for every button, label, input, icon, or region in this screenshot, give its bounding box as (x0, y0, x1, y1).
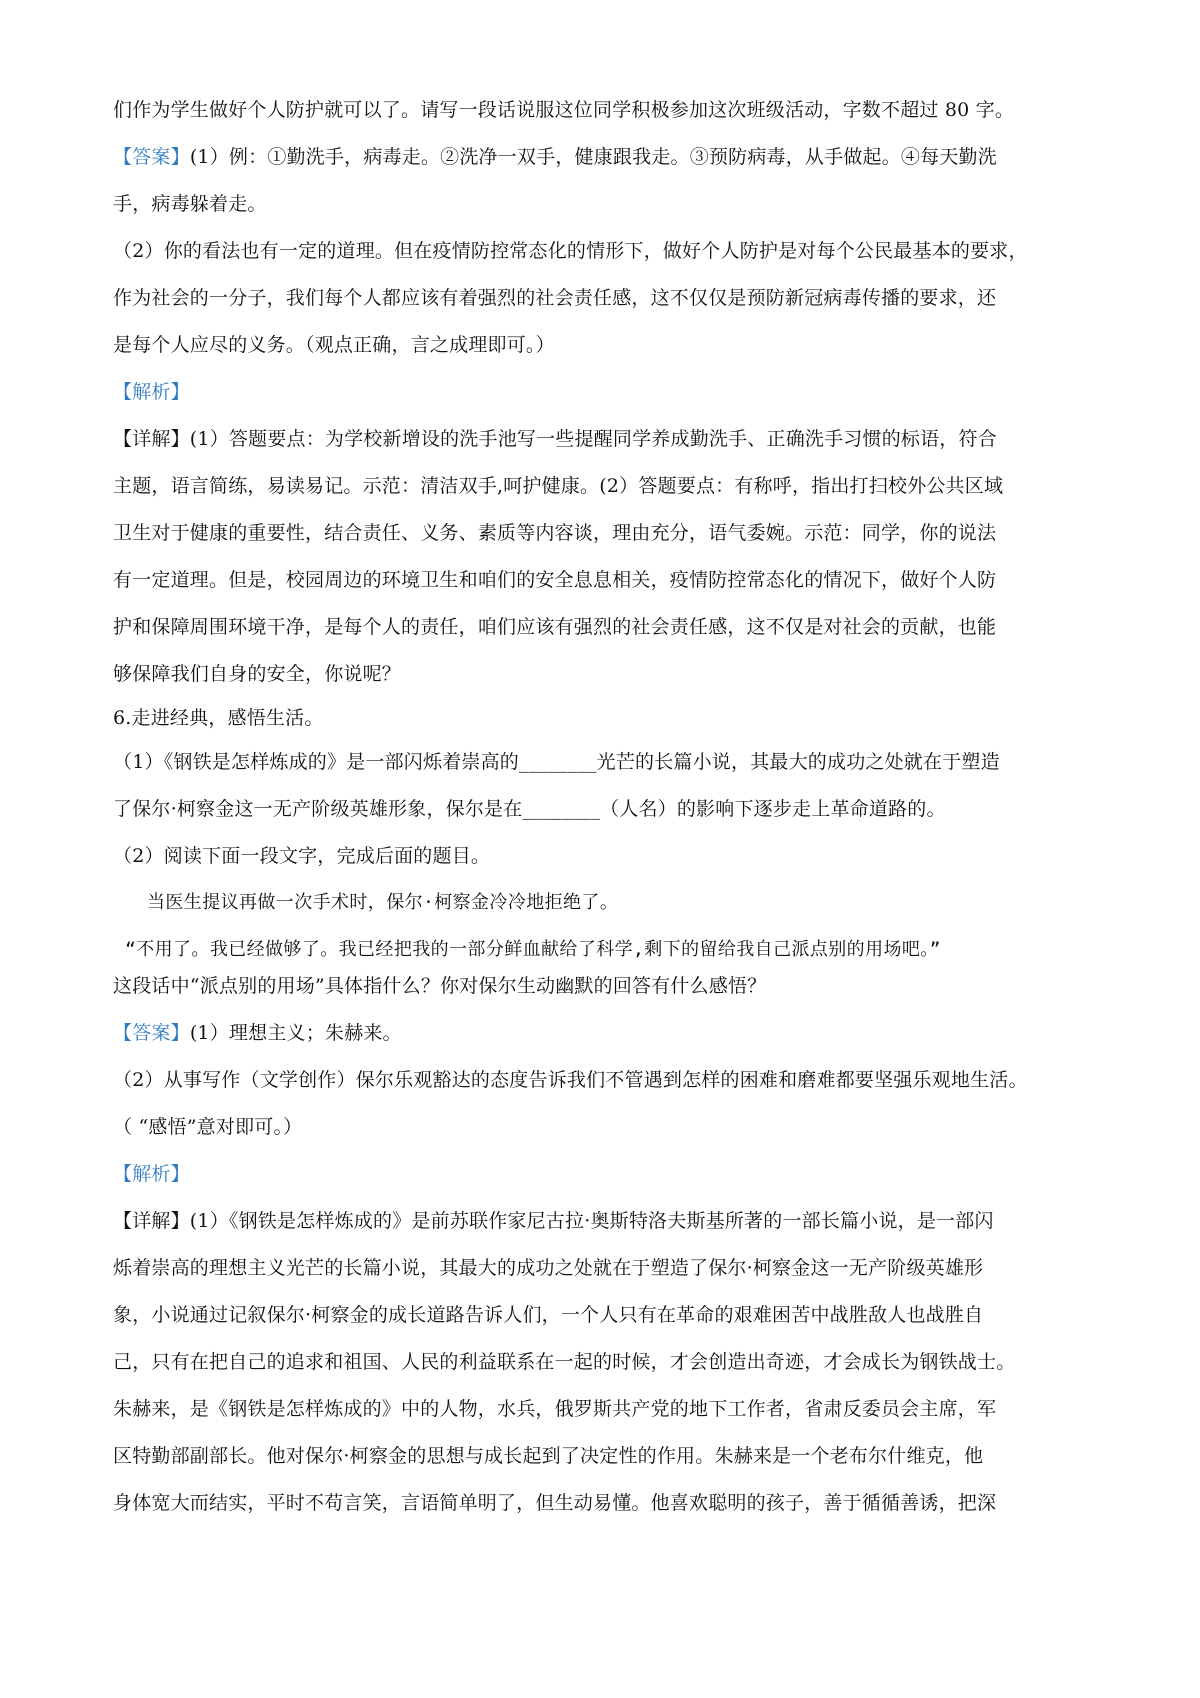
text-line: 有一定道理。但是，校园周边的环境卫生和咱们的安全息息相关，疫情防控常态化的情况下，做好个人防 (113, 569, 997, 591)
text-line: 主题，语言简练，易读易记。示范：清洁双手,呵护健康。(2）答题要点：有称呼，指出打扫校外公共区域 (113, 475, 1004, 497)
answer-line: 【答案】(1）理想主义；朱赫来。 (113, 1022, 402, 1044)
analysis-heading (113, 1160, 1098, 1207)
text-line: 够保障我们自身的安全，你说呢？ (113, 663, 402, 685)
answer-tag: 【答案】 (113, 146, 190, 168)
answer-tag: 【答案】 (113, 1022, 190, 1044)
text-line: 区特勤部副部长。他对保尔·柯察金的思想与成长起到了决定性的作用。朱赫来是一个老布尔什维克，他 (113, 1445, 984, 1467)
text-line: 们作为学生做好个人防护就可以了。请写一段话说服这位同学积极参加这次班级活动，字数不超过 80 字。 (113, 99, 1015, 121)
text-line: （2）你的看法也有一定的道理。但在疫情防控常态化的情形下，做好个人防护是对每个公民最基本的要求， (113, 240, 1028, 262)
text-line: 护和保障周围环境干净，是每个人的责任，咱们应该有强烈的社会责任感，这不仅是对社会的贡献，也能 (113, 616, 997, 638)
quoted-passage: “不用了。我已经做够了。我已经把我的一部分鲜血献给了科学,剩下的留给我自己派点别的用场吧。” (125, 939, 941, 960)
question-heading: 6.走进经典，感悟生活。 (113, 707, 324, 729)
text-line: 【详解】(1）答题要点：为学校新增设的洗手池写一些提醒同学养成勤洗手、正确洗手习惯的标语，符合 (113, 428, 997, 450)
analysis-tag: 【解析】 (113, 1163, 190, 1185)
text-line: 这段话中“派点别的用场”具体指什么？你对保尔生动幽默的回答有什么感悟？ (113, 975, 767, 997)
text-line: 己，只有在把自己的追求和祖国、人民的利益联系在一起的时候，才会创造出奇迹，才会成长为钢铁战士。 (113, 1351, 1016, 1373)
text-line: （2）从事写作（文学创作）保尔乐观豁达的态度告诉我们不管遇到怎样的困难和磨难都要坚强乐观地生活。 (113, 1069, 1028, 1091)
text-line: 朱赫来，是《钢铁是怎样炼成的》中的人物，水兵，俄罗斯共产党的地下工作者，省肃反委员会主席，军 (113, 1398, 997, 1420)
text-line: 身体宽大而结实，平时不苟言笑，言语简单明了，但生动易懂。他喜欢聪明的孩子，善于循循善诱，把深 (113, 1492, 997, 1514)
analysis-tag: 【解析】 (113, 381, 190, 403)
text-line: 手，病毒躲着走。 (113, 193, 267, 215)
text-line: （1）《钢铁是怎样炼成的》是一部闪烁着崇高的________光芒的长篇小说，其最大的成功之处就在于塑造 (113, 751, 1000, 773)
text-line: 【详解】(1）《钢铁是怎样炼成的》是前苏联作家尼古拉·奥斯特洛夫斯基所著的一部长篇小说，是一部闪 (113, 1210, 994, 1232)
quoted-passage: 当医生提议再做一次手术时，保尔·柯察金冷冷地拒绝了。 (147, 892, 619, 913)
text-line: 卫生对于健康的重要性，结合责任、义务、素质等内容谈，理由充分，语气委婉。示范：同学，你的说法 (113, 522, 997, 544)
text-line: 作为社会的一分子，我们每个人都应该有着强烈的社会责任感，这不仅仅是预防新冠病毒传播的要求，还 (113, 287, 997, 309)
text-line: 了保尔·柯察金这一无产阶级英雄形象，保尔是在________（人名）的影响下逐步走上革命道路的。 (113, 798, 946, 820)
text-line: 烁着崇高的理想主义光芒的长篇小说，其最大的成功之处就在于塑造了保尔·柯察金这一无产阶级英雄形 (113, 1257, 984, 1279)
document-page (113, 96, 1098, 1536)
analysis-heading (113, 378, 1098, 425)
text-line: （ “感悟”意对即可。） (113, 1116, 303, 1138)
text-line: 是每个人应尽的义务。（观点正确，言之成理即可。） (113, 334, 555, 356)
text-line: （2）阅读下面一段文字，完成后面的题目。 (113, 845, 491, 867)
answer-line: 【答案】(1）例：①勤洗手，病毒走。②洗净一双手，健康跟我走。③预防病毒，从手做起。④每天勤洗 (113, 146, 997, 168)
text-line: 象，小说通过记叙保尔·柯察金的成长道路告诉人们，一个人只有在革命的艰难困苦中战胜敌人也战胜自 (113, 1304, 984, 1326)
